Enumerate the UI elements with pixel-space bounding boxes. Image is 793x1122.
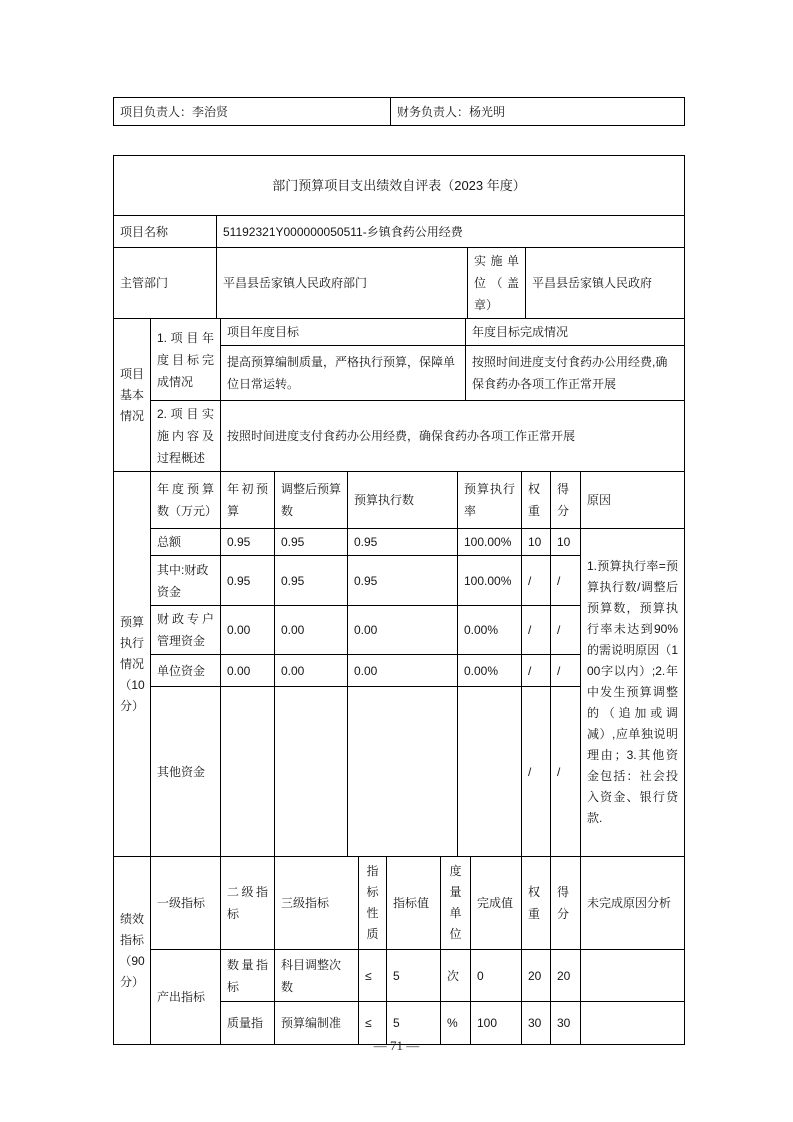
cell: 0.95 (275, 556, 348, 606)
col-header-initial-budget: 年初预算 (221, 472, 275, 529)
dept-value: 平昌县岳家镇人民政府部门 (217, 248, 468, 319)
basic-info-table (113, 318, 685, 472)
col-header-indicator-value: 指标值 (387, 857, 441, 950)
col-header-level2: 二级指标 (221, 857, 275, 950)
level1-indicator-cell: 产出指标 (151, 950, 221, 1045)
col-header-level1: 一级指标 (151, 857, 221, 950)
cell (275, 687, 348, 857)
col-header-uncompleted-reason: 未完成原因分析 (581, 857, 685, 950)
table-row (114, 529, 685, 556)
finance-manager-cell: 财务负责人：杨光明 (391, 98, 685, 126)
cell: 预算编制准 (275, 1002, 359, 1045)
basic-section-label: 项目基本情况 (114, 319, 151, 472)
done-text: 按照时间进度支付食药办公用经费,确保食药办各项工作正常开展 (466, 346, 685, 401)
basic-item2-text: 按照时间进度支付食药办公用经费，确保食药办各项工作正常开展 (221, 401, 685, 472)
cell: 30 (522, 1002, 551, 1045)
col-header-weight: 权重 (522, 857, 551, 950)
table-row (114, 319, 685, 346)
cell: 0.00 (221, 606, 275, 655)
title-table (113, 155, 685, 216)
table-row (114, 248, 685, 319)
impl-unit-value: 平昌县岳家镇人民政府 (526, 248, 685, 319)
project-name-label: 项目名称 (114, 216, 217, 248)
col-header-weight: 权重 (522, 472, 551, 529)
table-row (114, 472, 685, 529)
row-label-total: 总额 (151, 529, 221, 556)
cell: 5 (387, 950, 441, 1002)
cell: 0.00 (348, 606, 458, 655)
project-manager-cell: 项目负责人：李治贤 (114, 98, 391, 126)
impl-unit-label: 实施单位（盖章） (468, 248, 526, 319)
col-header-reason: 原因 (581, 472, 685, 529)
table-title: 部门预算项目支出绩效自评表（2023 年度） (114, 156, 685, 216)
cell: 质量指 (221, 1002, 275, 1045)
row-label-unit-funds: 单位资金 (151, 655, 221, 687)
cell: / (551, 556, 581, 606)
cell: 10 (522, 529, 551, 556)
cell: 10 (551, 529, 581, 556)
cell (458, 687, 522, 857)
cell: 5 (387, 1002, 441, 1045)
budget-section-label: 预算执行情况（10分） (114, 472, 151, 857)
table-row (114, 401, 685, 472)
cell: / (522, 556, 551, 606)
col-header-level3: 三级指标 (275, 857, 359, 950)
evaluation-table (113, 155, 685, 1045)
table-row (114, 950, 685, 1002)
cell: / (551, 687, 581, 857)
cell (221, 687, 275, 857)
col-header-score: 得分 (551, 857, 581, 950)
cell (581, 950, 685, 1002)
col-header-completion-value: 完成值 (471, 857, 522, 950)
col-header-annual-budget: 年度预算数（万元） (151, 472, 221, 529)
cell: 0.00% (458, 655, 522, 687)
table-row (114, 216, 685, 248)
cell: 100.00% (458, 556, 522, 606)
cell: ≤ (359, 1002, 387, 1045)
cell: / (522, 606, 551, 655)
cell: 0.95 (275, 529, 348, 556)
reason-cell: 1.预算执行率=预算执行数/调整后预算数，预算执行率未达到90%的需说明原因（100字以内）;2.年中发生预算调整的（追加或调减）,应单独说明理由；3.其他资金包括：社会投入资金、银行贷款. (581, 529, 685, 857)
cell: 30 (551, 1002, 581, 1045)
goal-header: 项目年度目标 (221, 319, 466, 346)
cell: 数量指标 (221, 950, 275, 1002)
cell: 20 (551, 950, 581, 1002)
goal-text: 提高预算编制质量，严格执行预算，保障单位日常运转。 (221, 346, 466, 401)
cell: 0 (471, 950, 522, 1002)
cell: 20 (522, 950, 551, 1002)
cell: / (551, 606, 581, 655)
cell: 0.95 (221, 556, 275, 606)
basic-item1-label: 1.项目年度目标完成情况 (151, 319, 221, 401)
row-label-special-account: 财政专户管理资金 (151, 606, 221, 655)
cell: 100.00% (458, 529, 522, 556)
page-number: — 71 — (373, 1038, 420, 1053)
col-header-adjusted-budget: 调整后预算数 (275, 472, 348, 529)
budget-table (113, 471, 685, 857)
col-header-execution-rate: 预算执行率 (458, 472, 522, 529)
table-row (114, 857, 685, 950)
basic-item2-label: 2.项目实施内容及过程概述 (151, 401, 221, 472)
project-name-table (113, 215, 685, 248)
indicators-table (113, 856, 685, 1045)
dept-table (113, 247, 685, 319)
col-header-measure-unit: 度量单位 (441, 857, 471, 950)
project-name-value: 51192321Y000000050511-乡镇食药公用经费 (217, 216, 685, 248)
cell: 次 (441, 950, 471, 1002)
cell: 0.95 (221, 529, 275, 556)
cell: 0.00 (221, 655, 275, 687)
table-row (114, 156, 685, 216)
cell: ≤ (359, 950, 387, 1002)
cell: 0.00% (458, 606, 522, 655)
done-header: 年度目标完成情况 (466, 319, 685, 346)
cell: / (522, 687, 551, 857)
cell: 科目调整次数 (275, 950, 359, 1002)
cell: 0.00 (275, 606, 348, 655)
signatories-table (113, 97, 685, 126)
cell: % (441, 1002, 471, 1045)
row-label-fiscal-funds: 其中:财政资金 (151, 556, 221, 606)
cell: / (551, 655, 581, 687)
cell: 100 (471, 1002, 522, 1045)
row-label-other-funds: 其他资金 (151, 687, 221, 857)
cell: / (522, 655, 551, 687)
col-header-score: 得分 (551, 472, 581, 529)
cell (348, 687, 458, 857)
col-header-executed: 预算执行数 (348, 472, 458, 529)
cell: 0.95 (348, 529, 458, 556)
col-header-indicator-nature: 指标性质 (359, 857, 387, 950)
cell: 0.00 (275, 655, 348, 687)
dept-label: 主管部门 (114, 248, 217, 319)
cell: 0.00 (348, 655, 458, 687)
signatories-section (113, 97, 685, 126)
cell: 0.95 (348, 556, 458, 606)
table-row (114, 98, 685, 126)
indicators-section-label: 绩效指标（90分） (114, 857, 151, 1045)
